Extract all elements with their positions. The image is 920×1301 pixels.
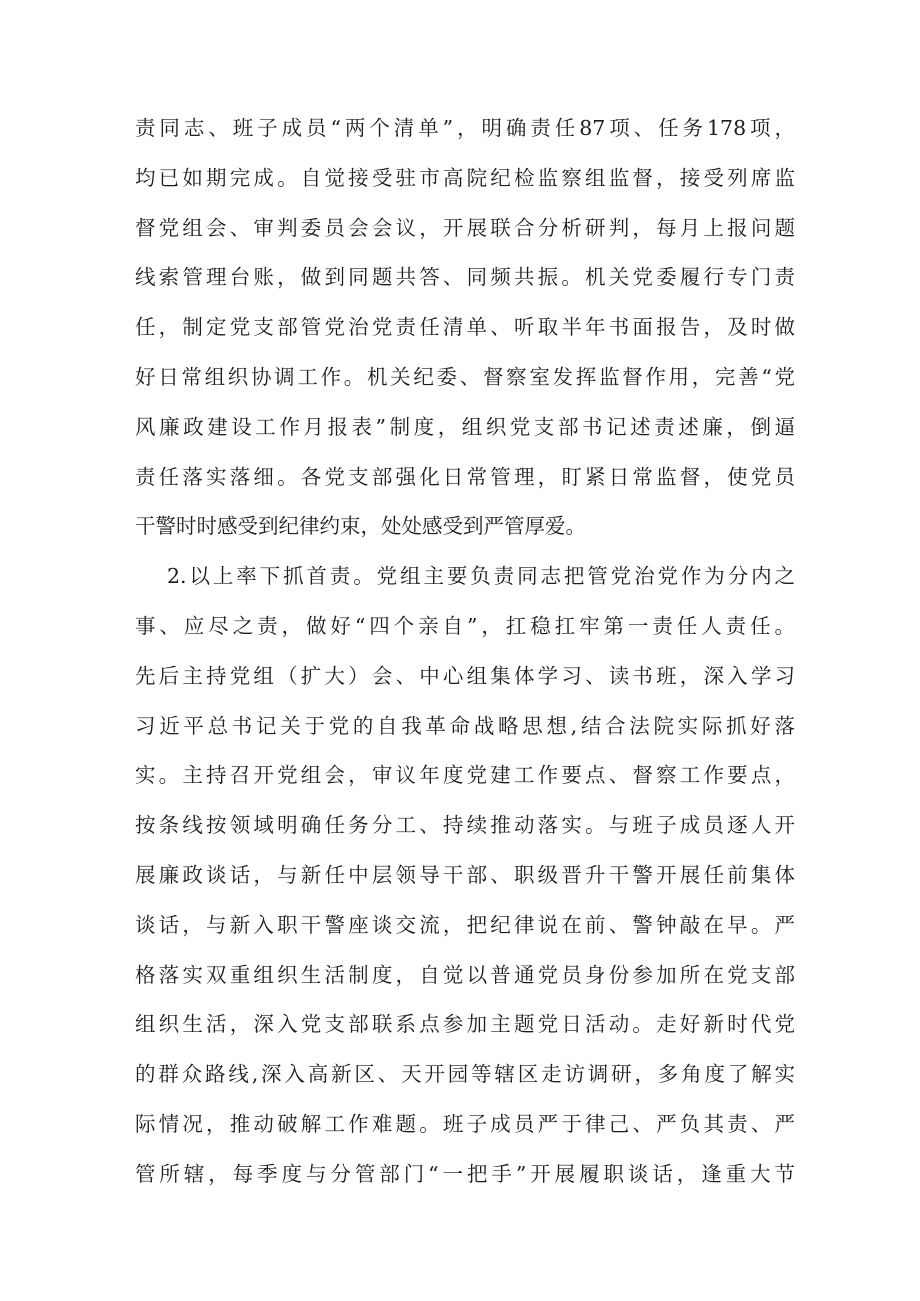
text-line: 责同志、班子成员“两个清单”，明确责任87项、任务178项， — [135, 116, 795, 140]
paragraph-lead-by-example — [135, 552, 795, 1199]
text-line: 先后主持党组（扩大）会、中心组集体学习、读书班，深入学习 — [135, 663, 795, 688]
text-line: 的群众路线,深入高新区、天开园等辖区走访调研，多角度了解实 — [135, 1062, 795, 1087]
text-line: 实。主持召开党组会，审议年度党建工作要点、督察工作要点， — [135, 763, 795, 788]
text-line: 均已如期完成。自觉接受驻市高院纪检监察组监督，接受列席监 — [135, 165, 795, 190]
text-line: 线索管理台账，做到同题共答、同频共振。机关党委履行专门责 — [135, 265, 795, 290]
text-line: 干警时时感受到纪律约束，处处感受到严管厚爱。 — [135, 514, 586, 539]
text-line: 责任落实落细。各党支部强化日常管理，盯紧日常监督，使党员 — [135, 464, 795, 489]
text-line: 际情况，推动破解工作难题。班子成员严于律己、严负其责、严 — [135, 1111, 795, 1136]
text-line: 格落实双重组织生活制度，自觉以普通党员身份参加所在党支部 — [135, 962, 795, 987]
text-line: 习近平总书记关于党的自我革命战略思想,结合法院实际抓好落 — [135, 713, 795, 738]
text-line: 管所辖，每季度与分管部门“一把手”开展履职谈话，逢重大节 — [135, 1161, 795, 1186]
paragraph-heading-line: 2.以上率下抓首责。党组主要负责同志把管党治党作为分内之 — [167, 564, 795, 589]
text-line: 谈话，与新入职干警座谈交流，把纪律说在前、警钟敲在早。严 — [135, 912, 795, 937]
text-line: 组织生活，深入党支部联系点参加主题党日活动。走好新时代党 — [135, 1012, 795, 1037]
text-line: 按条线按领域明确任务分工、持续推动落实。与班子成员逐人开 — [135, 813, 795, 838]
text-line: 督党组会、审判委员会会议，开展联合分析研判，每月上报问题 — [135, 215, 795, 240]
text-line: 事、应尽之责，做好“四个亲自”，扛稳扛牢第一责任人责任。 — [135, 613, 795, 638]
text-line: 风廉政建设工作月报表”制度，组织党支部书记述责述廉，倒逼 — [135, 414, 795, 439]
text-line: 好日常组织协调工作。机关纪委、督察室发挥监督作用，完善“党 — [135, 364, 795, 389]
text-line: 展廉政谈话，与新任中层领导干部、职级晋升干警开展任前集体 — [135, 862, 795, 887]
paragraph-responsibility-lists — [135, 104, 795, 552]
document-body — [135, 104, 795, 1200]
text-line: 任，制定党支部管党治党责任清单、听取半年书面报告，及时做 — [135, 315, 795, 340]
